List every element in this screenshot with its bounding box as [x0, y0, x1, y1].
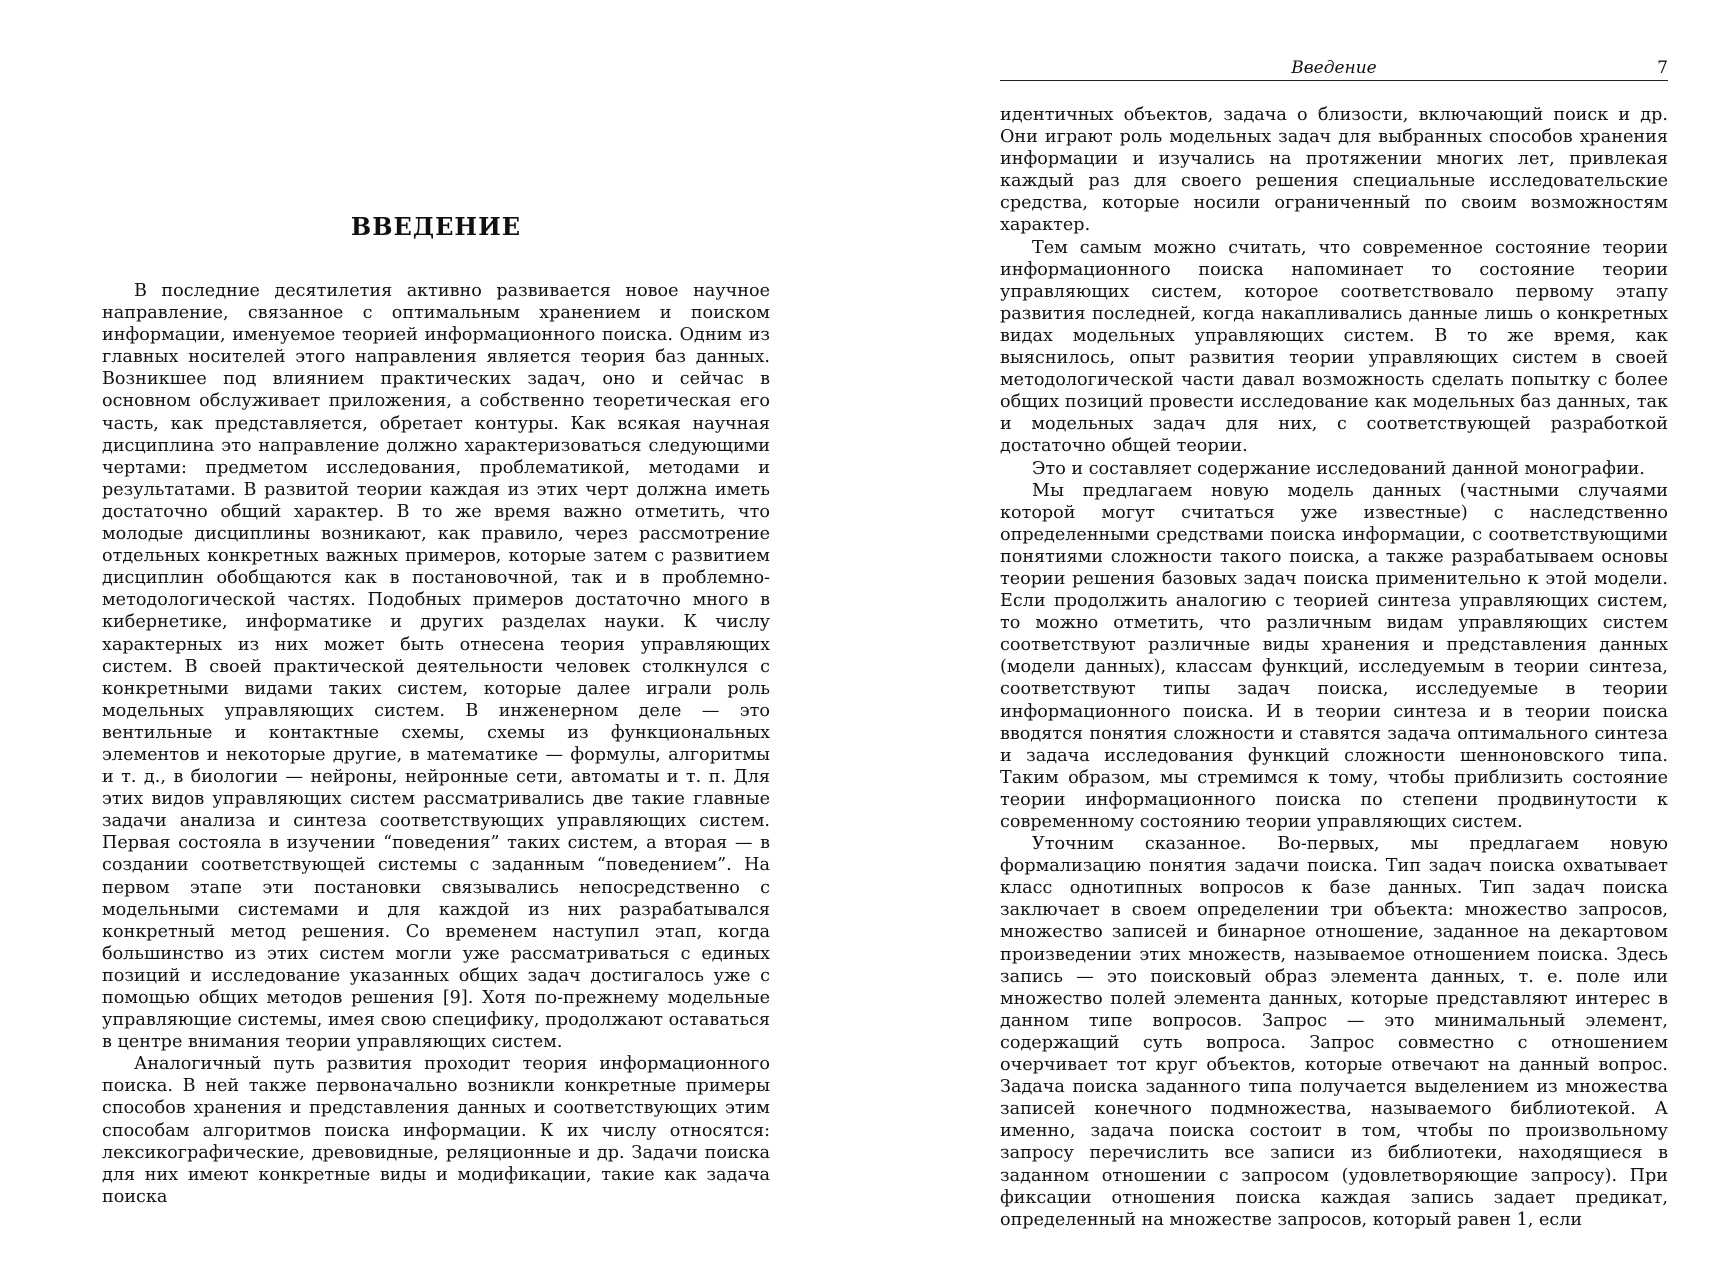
- chapter-title: ВВЕДЕНИЕ: [350, 212, 522, 241]
- running-head: [1000, 58, 1668, 81]
- paragraph: Тем самым можно считать, что современное состояние теории информационного поиска напоминает то состояние теории управляющих систем, которое соответствовало первому этапу развития последней, когда накапливались данные лишь о конкретных видах модельных управляющих систем. В то же время, как выяснилось, опыт развития теории управляющих систем в своей методологической части давал возможность сделать попытку с более общих позиций провести исследование как модельных баз данных, так и модельных задач для них, с соответствующей разработкой достаточно общей теории.: [1000, 237, 1668, 457]
- paragraph: Это и составляет содержание исследований данной монографии.: [1032, 458, 1645, 479]
- page-number: 7: [1657, 58, 1668, 78]
- paragraph: В последние десятилетия активно развивается новое научное направление, связанное с оптимальным хранением и поиском информации, именуемое теорией информационного поиска. Одним из главных носителей этого направления является теория баз данных. Возникшее под влиянием практических задач, оно и сейчас в основном обслуживает приложения, а собственно теоретическая его часть, как представляется, обретает контуры. Как всякая научная дисциплина это направление должно характеризоваться следующими чертами: предметом исследования, проблематикой, методами и результатами. В развитой теории каждая из этих черт должна иметь достаточно общий характер. В то же время важно отметить, что молодые дисциплины возникают, как правило, через рассмотрение отдельных конкретных важных примеров, которые затем с развитием дисциплин обобщаются как в постановочной, так и в проблемно-методологической частях. Подобных примеров достаточно много в кибернетике, информатике и других разделах науки. К числу характерных из них может быть отнесена теория управляющих систем. В своей практической деятельности человек столкнулся с конкретными видами таких систем, которые далее играли роль модельных управляющих систем. В инженерном деле — это вентильные и контактные схемы, схемы из функциональных элементов и некоторые другие, в математике — формулы, алгоритмы и т. д., в биологии — нейроны, нейронные сети, автоматы и т. п. Для этих видов управляющих систем рассматривались две такие главные задачи анализа и синтеза соответствующих управляющих систем. Первая состояла в изучении “поведения” таких систем, а вторая — в создании соответствующей системы с заданным “поведением”. На первом этапе эти постановки связывались непосредственно с модельными системами и для каждой из них разрабатывался конкретный метод решения. Со временем наступил этап, когда большинство из этих систем могли уже рассматриваться с единых позиций и исследование указанных общих задач достигалось уже с помощью общих методов решения [9]. Хотя по-прежнему модельные управляющие системы, имея свою специфику, продолжают оставаться в центре внимания теории управляющих систем.: [102, 281, 770, 1053]
- right-page: [855, 0, 1710, 1275]
- paragraph: Аналогичный путь развития проходит теория информационного поиска. В ней также первоначально возникли конкретные примеры способов хранения и представления данных и соответствующих этим способам алгоритмов поиска информации. К их числу относятся: лексикографические, древовидные, реляционные и др. Задачи поиска для них имеют конкретные виды и модификации, такие как задача поиска: [102, 1054, 770, 1207]
- right-page-text: [1000, 104, 1668, 1231]
- paragraph: Мы предлагаем новую модель данных (частными случаями которой могут считаться уже известные) с наследственно определенными средствами поиска информации, с соответствующими понятиями сложности такого поиска, а также разрабатываем основы теории решения базовых задач поиска применительно к этой модели. Если продолжить аналогию с теорией синтеза управляющих систем, то можно отметить, что различным видам управляющих систем соответствуют различные виды хранения и представления данных (модели данных), классам функций, исследуемым в теории синтеза, соответствуют типы задач поиска, исследуемые в теории информационного поиска. И в теории синтеза и в теории поиска вводятся понятия сложности и ставятся задача оптимального синтеза и задача исследования функций сложности шенноновского типа. Таким образом, мы стремимся к тому, чтобы приблизить состояние теории информационного поиска по степени продвинутости к современному состоянию теории управляющих систем.: [1000, 480, 1668, 832]
- left-page-text: [102, 280, 770, 1208]
- running-title: Введение: [1291, 58, 1377, 78]
- paragraph: идентичных объектов, задача о близости, включающий поиск и др. Они играют роль модельных задач для выбранных способов хранения информации и изучались на протяжении многих лет, привлекая каждый раз для своего решения специальные исследовательские средства, которые носили ограниченный по своим возможностям характер.: [1000, 105, 1668, 236]
- paragraph: Уточним сказанное. Во-первых, мы предлагаем новую формализацию понятия задачи поиска. Тип задач поиска охватывает класс однотипных вопросов к базе данных. Тип задач поиска заключает в своем определении три объекта: множество запросов, множество записей и бинарное отношение, заданное на декартовом произведении этих множеств, называемое отношением поиска. Здесь запись — это поисковый образ элемента данных, т. е. поле или множество полей элемента данных, которые представляют интерес в данном типе вопросов. Запрос — это минимальный элемент, содержащий суть вопроса. Запрос совместно с отношением очерчивает тот круг объектов, которые отвечают на данный вопрос. Задача поиска заданного типа получается выделением из множества записей конечного подмножества, называемого библиотекой. А именно, задача поиска состоит в том, чтобы по произвольному запросу перечислить все записи из библиотеки, находящиеся в заданном отношении с запросом (удовлетворяющие запросу). При фиксации отношения поиска каждая запись задает предикат, определенный на множестве запросов, который равен 1, если: [1000, 834, 1668, 1230]
